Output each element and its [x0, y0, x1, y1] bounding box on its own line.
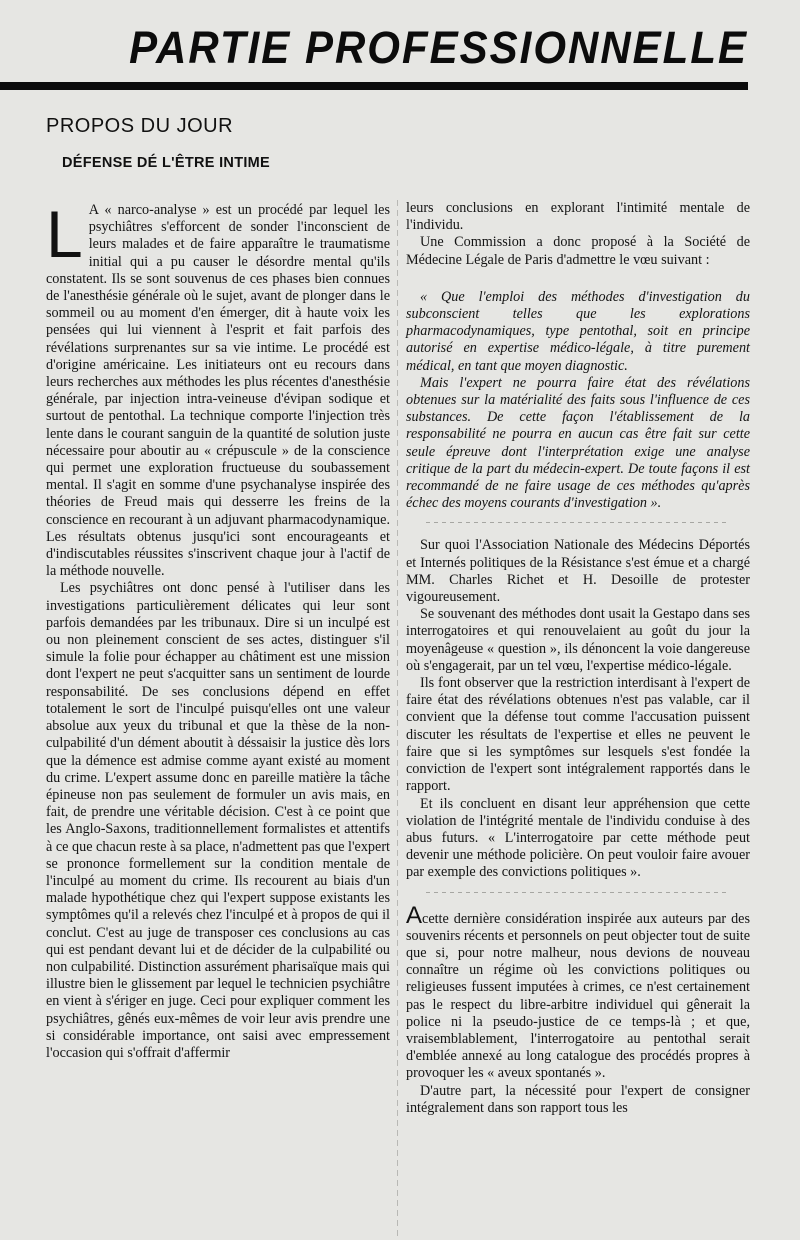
paragraph: Et ils concluent en disant leur appréhension que cette violation de l'intégrité mentale de l'individu conduise à des abus futurs. « L'interrogatoire par cette méthode peut devenir une méthode policière. On peut vouloir faire avouer par exemple des convictions politiques ». [406, 795, 750, 881]
header-rule [0, 82, 748, 90]
quote-paragraph: Mais l'expert ne pourra faire état des révélations obtenues sur la matérialité des faits sous l'influence de ces substances. De cette façon l'établissement de la responsabilité ne pourra en aucun cas être fait sur cette seule épreuve dont l'interprétation exige une analyse critique de la part du médecin-expert. De toute façons il est recommandé de ne faire usage de ces méthodes qu'après échec des moyens courants d'investigation ». [406, 374, 750, 512]
section-title: PROPOS DU JOUR [46, 115, 234, 137]
paragraph: Les psychiâtres ont donc pensé à l'utiliser dans les investigations particulièrement délicates qui leur sont parfois demandées par les tribunaux. Dire si un inculpé est ou non pleinement conscient de ses actes, distinguer s'il simule la folie pour échapper au châtiment est une mission dont l'expert ne peut s'acquitter sans un sentiment de lourde responsabilité. De ses conclusions dépend en effet totalement le sort de l'inculpé puisqu'elles ont une valeur absolue aux yeux du tribunal et que la thèse de la non-culpabilité d'un dément aboutit à déssaisir la justice dès lors que la démence est admise comme ayant existé au moment du crime. L'expert assume donc en pareille matière la tâche épineuse non pas seulement de formuler un avis mais, en fait, de prendre une véritable décision. C'est à ce point que les Anglo-Saxons, traditionnellement formalistes et attentifs à ce que chacun reste à sa place, n'admettent pas que l'expert se prononce formellement sur la condition mentale de l'inculpé au moment du crime. Ils recourent au biais d'un malade hypothétique chez qui l'expert suppose existants les symptômes qu'il a relevés chez l'inculpé et à propos de qui il conclut. C'est au juge de transposer ces conclusions au cas qui est pendant devant lui et de décider de la culpabilité ou non culpabilité. Distinction assurément pharisaïque mais qui illustre bien le glissement par lequel le technicien psychiâtre en vient à s'ériger en juge. Ceci pour expliquer comment les psychiâtres, gênés eux-mêmes de voir leur avis prendre une si considérable importance, ont saisi avec empressement l'occasion qui s'offrait d'affermir [46, 580, 390, 1061]
paragraph: leurs conclusions en explorant l'intimité mentale de l'individu. [406, 200, 750, 234]
quoted-resolution [406, 289, 750, 513]
page-header-title: PARTIE PROFESSIONNELLE [129, 22, 748, 73]
paragraph: D'autre part, la nécessité pour l'expert de consigner intégralement dans son rapport tous les [406, 1082, 750, 1116]
drop-cap: L [46, 197, 83, 271]
paragraph: Une Commission a donc proposé à la Société de Médecine Légale de Paris d'admettre le vœu suivant : [406, 234, 750, 268]
paragraph: Ils font observer que la restriction interdisant à l'expert de faire état des révélations obtenues n'est pas valable, car il convient que la défense tout comme l'accusation puissent discuter les résultats de l'expertise et elles ne peuvent le faire que si les symptômes sur lesquels s'est fondée la conviction de l'expert sont intégralement rapportés dans le rapport. [406, 675, 750, 795]
quote-paragraph: « Que l'emploi des méthodes d'investigation du subconscient telles que les explorations pharmacodynamiques, type pentothal, soit en principe autorisé en expertise médico-légale, à titre purement médical, en tant que moyen diagnostic. [406, 288, 750, 374]
right-column [406, 200, 750, 1117]
paragraph: Sur quoi l'Association Nationale des Médecins Déportés et Internés politiques de la Résistance s'est émue et a chargé MM. Charles Richet et H. Desoille de protester vigoureusement. [406, 537, 750, 606]
separator [426, 892, 730, 893]
drop-cap: A [406, 901, 423, 929]
paragraph [406, 901, 750, 1083]
paragraph [46, 197, 390, 580]
separator [426, 522, 730, 523]
paragraph-text: A « narco-analyse » est un procédé par lequel les psychiâtres s'efforcent de sonder l'inconscient de leurs malades et de faire apparaître le traumatisme initial qui a pu causer le désordre mental qu'ils constatent. Ils se sont souvenus de ces phases bien connues de l'anesthésie générale où le sujet, avant de plonger dans le sommeil ou au moment d'en émerger, dit à haute voix les pensées qui lui viennent à l'esprit et fait parfois des révélations surprenantes sur sa vie intime. Le procédé est d'origine américaine. Les initiateurs ont eu recours dans leurs recherches aux méthodes les plus récentes d'anesthésie générale, par injection intra-veineuse d'évipan sodique et surtout de pentothal. La technique comporte l'injection très lente dans le courant sanguin de la quantité de solution juste nécessaire pour aboutir au « crépuscule » de la conscience qui permet une exploration fructueuse du soubassement mental. Il s'agit en somme d'une psychanalyse inspirée des théories de Freud mais qui desserre les freins de la conscience en recourant à un adjuvant pharmacodynamique. Les résultats obtenus jusqu'ici sont encourageants et d'indiscutables réussites s'inscrivent chaque jour à l'actif de la méthode nouvelle. [46, 202, 390, 580]
paragraph-text: cette dernière considération inspirée aux auteurs par des souvenirs récents et personnels on peut objecter tout de suite que si, pour notre malheur, nous devions de nouveau connaître un régime où les convictions politiques ou religieuses fussent imputées à crimes, ce n'est certainement pas le respect du libre-arbitre individuel qui gênerait la police ni la pseudo-justice de ce temps-là ; et que, vraisemblablement, l'interrogatoire au pentothal serait d'emblée annexé au long catalogue des procédés propres à provoquer les « aveux spontanés ». [406, 910, 750, 1082]
article-title: DÉFENSE DÉ L'ÊTRE INTIME [62, 155, 271, 171]
paragraph: Se souvenant des méthodes dont usait la Gestapo dans ses interrogatoires et qui renouvelaient au goût du jour la moyenâgeuse « question », ils dénoncent la voie dangereuse où s'engagerait, par un tel vœu, l'expertise médico-légale. [406, 606, 750, 674]
left-column [46, 197, 390, 1062]
column-divider [397, 200, 398, 1240]
